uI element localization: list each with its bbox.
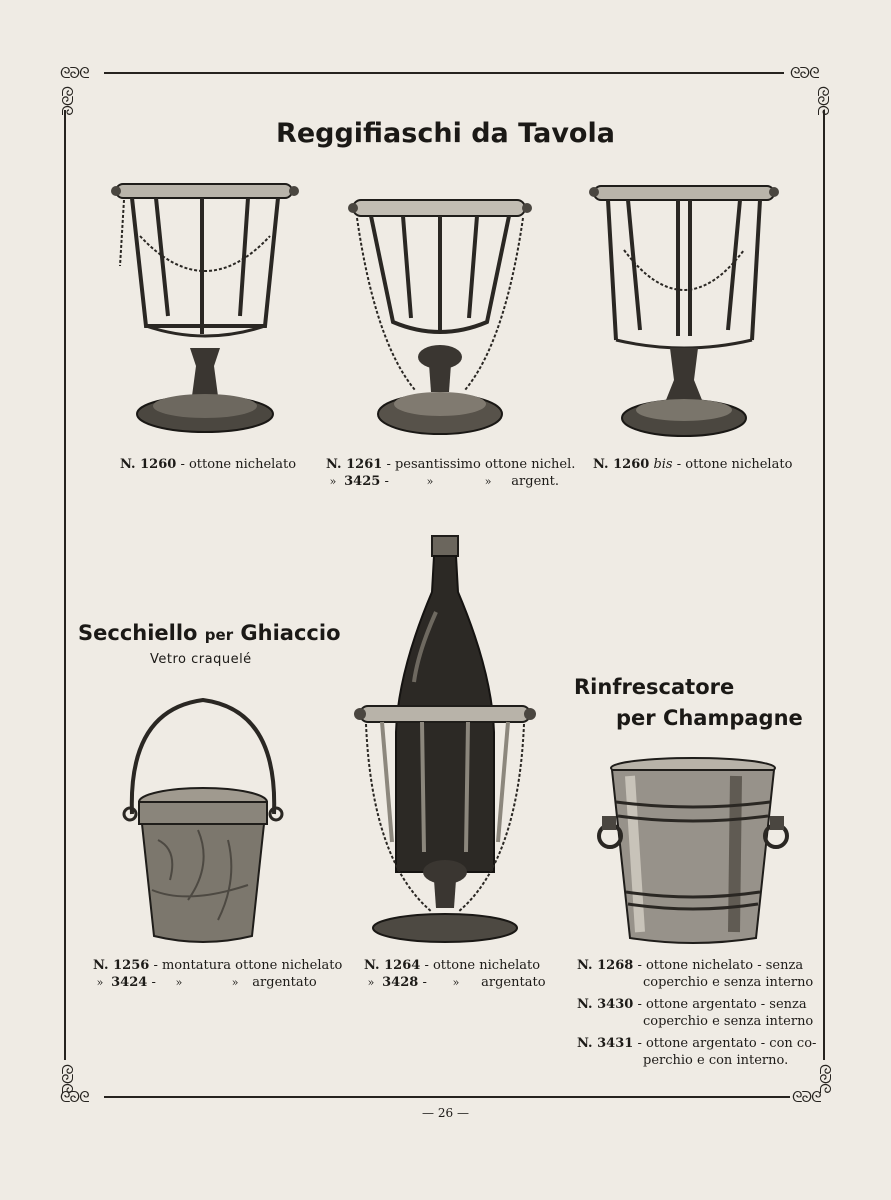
secchiello-title: Secchiello [78,621,198,645]
item-description: - ottone nichelato [180,457,297,472]
bottle-holder-illustration [352,532,538,944]
ditto-mark: » [452,976,460,989]
rinfrescatore-title: Rinfrescatore [574,675,735,699]
item-number: N. 1256 [93,958,150,973]
secchiello-title-end: Ghiaccio [240,621,341,645]
item-description: - ottone argentato - con co- [637,1036,817,1051]
ditto-mark: » [175,976,183,989]
ice-bucket-illustration [118,690,288,950]
caption-1268-line2: coperchio e senza interno [643,975,814,990]
item-number: 3428 [382,975,419,990]
ornament-scroll-icon: ᘓᘐᘓ [58,1064,76,1093]
caption-1261 [326,456,575,473]
frame-top-rule [104,72,784,74]
ditto-mark: » [96,976,104,989]
ornament-scroll-icon: ᘓᘐᘓ [58,86,76,115]
ditto-mark: » [231,976,239,989]
ditto-mark: » [484,475,492,488]
item-description: - ottone nichelato [424,958,541,973]
holder-illustration [345,192,535,442]
champagne-cooler-illustration [596,756,790,946]
ornament-scroll-icon: ᘓᘐᘓ [60,64,89,82]
caption-1260 [120,456,296,473]
item-description: argentato [252,975,317,990]
ornament-scroll-icon: ᘓᘐᘓ [790,64,819,82]
ditto-mark: » [367,976,375,989]
item-suffix: bis [653,457,673,472]
caption-3431-line2: perchio e con interno. [643,1053,789,1068]
frame-bottom-rule [104,1096,790,1098]
caption-1260-bis [593,456,792,473]
caption-1256 [93,957,342,974]
item-description: argent. [511,474,559,489]
holder-illustration [110,176,300,438]
item-number: N. 1268 [577,958,634,973]
item-description: - ottone nichelato - senza [637,958,804,973]
ornament-scroll-icon: ᘓᘐᘓ [816,1064,834,1093]
caption-1268 [577,957,803,974]
ornament-scroll-icon: ᘓᘐᘓ [60,1088,89,1106]
holder-illustration [588,180,780,442]
frame-right-rule [823,110,825,1060]
page-title: Reggifiaschi da Tavola [276,118,615,149]
ornament-scroll-icon: ᘓᘐᘓ [814,86,832,115]
item-number: N. 1260 [120,457,177,472]
rinfrescatore-subtitle: per Champagne [616,706,803,730]
item-description: - montatura ottone nichelato [153,958,343,973]
item-number: N. 3430 [577,997,634,1012]
item-description: - pesantissimo ottone nichel. [386,457,576,472]
caption-3430 [577,996,807,1013]
caption-1264 [364,957,540,974]
ditto-mark: » [426,475,434,488]
ornament-scroll-icon: ᘓᘐᘓ [792,1088,821,1106]
item-number: 3425 [344,474,381,489]
item-description: argentato [481,975,546,990]
caption-3425: » 3425 - » » argent. [326,473,548,490]
secchiello-title-small: per [204,626,234,644]
caption-3430-line2: coperchio e senza interno [643,1014,814,1029]
caption-3424: » 3424 - » » argentato [93,974,317,991]
secchiello-subtitle: Vetro craquelé [150,652,252,667]
item-number: N. 3431 [577,1036,634,1051]
page-number: — 26 — [422,1106,469,1120]
item-number: N. 1264 [364,958,421,973]
item-number: N. 1260 [593,457,650,472]
item-number: N. 1261 [326,457,383,472]
item-number: 3424 [111,975,148,990]
ditto-mark: » [329,475,337,488]
secchiello-heading [78,621,341,645]
caption-3431 [577,1035,816,1052]
caption-3428: » 3428 - » argentato [364,974,546,991]
frame-left-rule [64,110,66,1060]
item-description: - ottone nichelato [676,457,793,472]
item-description: - ottone argentato - senza [637,997,807,1012]
